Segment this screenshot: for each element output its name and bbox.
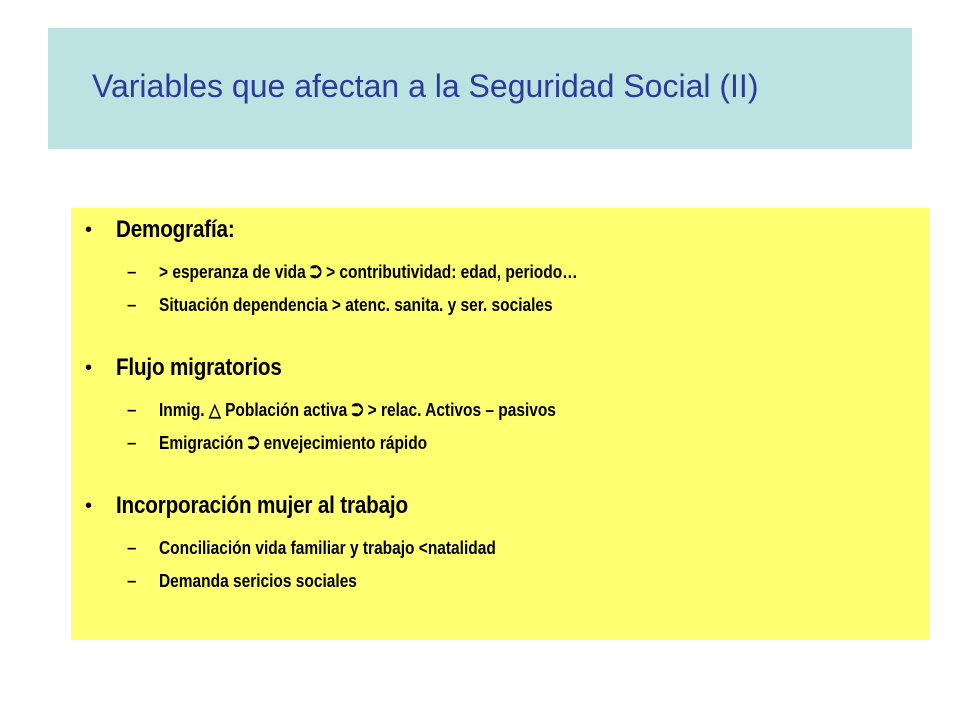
dash-icon: – — [127, 262, 137, 281]
title-banner — [48, 28, 912, 149]
section-demografia — [71, 216, 929, 324]
dash-icon: – — [127, 295, 137, 314]
bullet-icon: • — [85, 219, 93, 241]
section-heading — [71, 492, 929, 526]
content-panel — [71, 208, 929, 640]
section-flujo-migratorios — [71, 354, 929, 462]
list-item-text: Emigración ⮊ envejecimiento rápido — [159, 433, 428, 453]
dash-icon: – — [127, 433, 137, 452]
bullet-icon: • — [85, 495, 93, 517]
section-incorporacion-mujer — [71, 492, 929, 600]
dash-icon: – — [127, 571, 137, 590]
bullet-icon: • — [85, 357, 93, 379]
list-item — [71, 534, 929, 567]
list-item — [71, 396, 929, 429]
list-item-text: Inmig. △ Población activa ⮊ > relac. Activos – pasivos — [159, 400, 556, 420]
list-item — [71, 258, 929, 291]
list-item — [71, 291, 929, 324]
list-item-text: Demanda sericios sociales — [159, 571, 357, 591]
list-item-text: > esperanza de vida ⮊ > contributividad: edad, periodo… — [159, 262, 578, 282]
dash-icon: – — [127, 538, 137, 557]
list-item-text: Situación dependencia > atenc. sanita. y ser. sociales — [159, 295, 553, 315]
heading-text: Demografía: — [116, 216, 235, 243]
list-item — [71, 429, 929, 462]
slide-title: Variables que afectan a la Seguridad Social (II) — [92, 68, 759, 104]
list-item-text: Conciliación vida familiar y trabajo <natalidad — [159, 538, 496, 558]
section-heading — [71, 354, 929, 388]
heading-text: Incorporación mujer al trabajo — [116, 492, 408, 519]
section-heading — [71, 216, 929, 250]
list-item — [71, 567, 929, 600]
heading-text: Flujo migratorios — [116, 354, 282, 381]
dash-icon: – — [127, 400, 137, 419]
